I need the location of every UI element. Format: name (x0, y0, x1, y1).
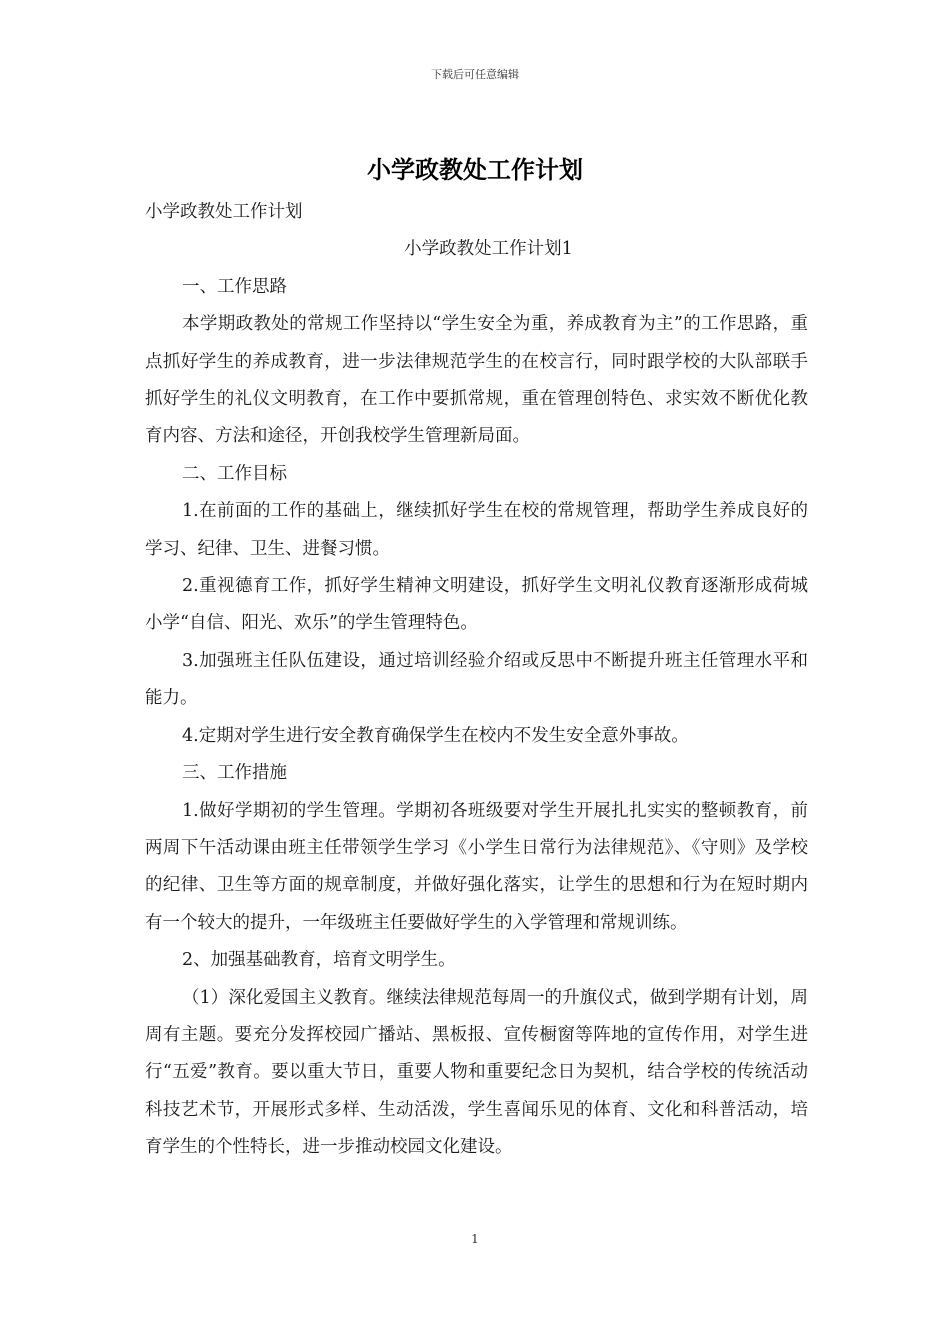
subtitle-left: 小学政教处工作计划 (145, 202, 303, 222)
document-title: 小学政教处工作计划 (367, 155, 583, 184)
paragraph: 4.定期对学生进行安全教育确保学生在校内不发生安全意外事故。 (182, 725, 689, 746)
paragraph: 本学期政教处的常规工作坚持以“学生安全为重，养成教育为主”的工作思路，重点抓好学生的养成教育，进一步法律规范学生的在校言行，同时跟学校的大队部联手抓好学生的礼仪文明教育，在工作中要抓常规，重在管理创特色、求实效不断优化教育内容、方法和途径，开创我校学生管理新局面。 (145, 314, 808, 447)
paragraph: 1.在前面的工作的基础上，继续抓好学生在校的常规管理，帮助学生养成良好的学习、纪律、卫生、进餐习惯。 (145, 501, 808, 559)
paragraph: 2、加强基础教育，培育文明学生。 (182, 950, 456, 971)
header-note: 下载后可任意编辑 (431, 68, 519, 81)
document-body (145, 194, 808, 1167)
page-number: 1 (471, 1232, 479, 1246)
paragraph: （1）深化爱国主义教育。继续法律规范每周一的升旗仪式，做到学期有计划，周周有主题。要充分发挥校园广播站、黑板报、宣传橱窗等阵地的宣传作用，对学生进行“五爱”教育。要以重大节日，重要人物和重要纪念日为契机，结合学校的传统活动科技艺术节，开展形式多样、生动活泼，学生喜闻乐见的体育、文化和科普活动，培育学生的个性特长，进一步推动校园文化建设。 (145, 987, 808, 1158)
section-heading: 一、工作思路 (182, 276, 287, 297)
paragraph: 3.加强班主任队伍建设，通过培训经验介绍或反思中不断提升班主任管理水平和能力。 (145, 650, 808, 709)
paragraph: 2.重视德育工作，抓好学生精神文明建设，抓好学生文明礼仪教育逐渐形成荷城小学“自信、阳光、欢乐”的学生管理特色。 (145, 576, 808, 634)
subtitle-center: 小学政教处工作计划1 (404, 239, 573, 260)
section-heading: 二、工作目标 (182, 463, 287, 484)
section-heading: 三、工作措施 (182, 763, 287, 784)
paragraph: 1.做好学期初的学生管理。学期初各班级要对学生开展扎扎实实的整顿教育，前两周下午活动课由班主任带领学生学习《小学生日常行为法律规范》、《守则》及学校的纪律、卫生等方面的规章制度，并做好强化落实，让学生的思想和行为在短时期内有一个较大的提升，一年级班主任要做好学生的入学管理和常规训练。 (145, 800, 808, 933)
